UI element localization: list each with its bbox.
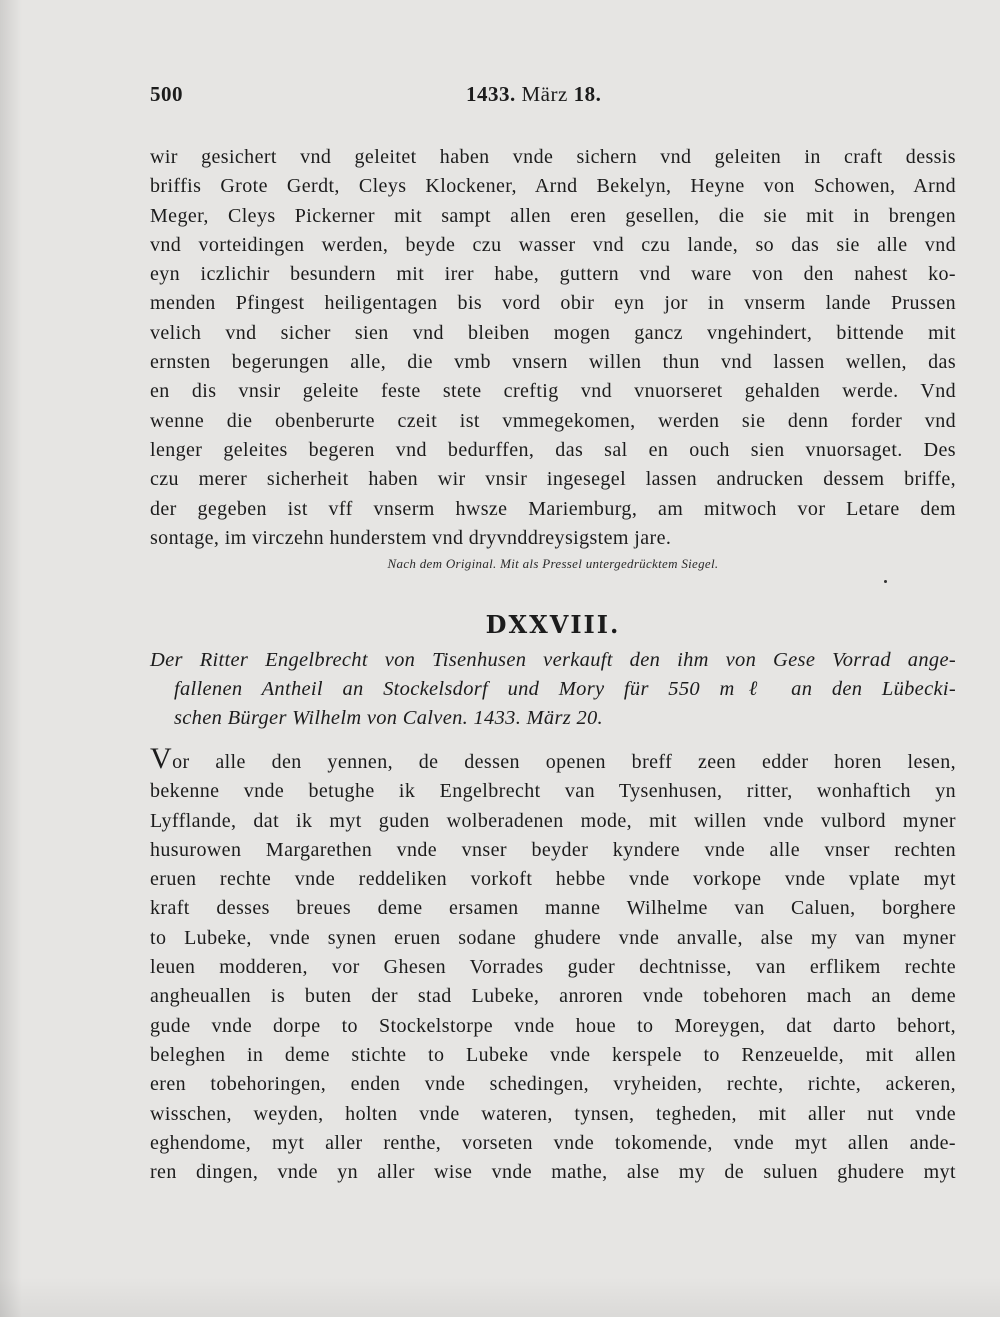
summary-line: schen Bürger Wilhelm von Calven. 1433. März 20.	[174, 707, 603, 729]
text-line: menden Pfingest heiligentagen bis vord obir eyn jor in vnserm lande Prussen	[150, 292, 956, 315]
text-line: bekenne vnde betughe ik Engelbrecht van Tysenhusen, ritter, wonhaftich yn	[150, 780, 956, 803]
text-line: ernsten begerungen alle, die vmb vnsern willen thun vnd lassen wellen, das	[150, 351, 956, 374]
text-line: en dis vnsir geleite feste stete creftig vnd vnuorseret gehalden werde. Vnd	[150, 380, 956, 403]
first-line-text: or alle den yennen, de dessen openen breff zeen edder horen lesen,	[172, 751, 956, 773]
text-line: lenger geleites begeren vnd bedurffen, das sal en ouch sien vnuorsaget. Des	[150, 438, 956, 461]
initial-letter: V	[150, 748, 173, 775]
text-line: kraft desses breues deme ersamen manne Wilhelme van Caluen, borghere	[150, 897, 956, 920]
margin-mark	[884, 580, 887, 583]
running-header	[150, 82, 960, 112]
document-number: DXXVIII.	[485, 610, 621, 639]
text-line: wenne die obenberurte czeit ist vmmegekomen, werden sie denn forder vnd	[150, 409, 956, 432]
text-line: gude vnde dorpe to Stockelstorpe vnde houe to Moreygen, dat darto behort,	[150, 1014, 956, 1037]
document-body	[150, 748, 956, 1187]
text-line: Lyfflande, dat ik myt guden wolberadenen mode, mit willen vnde vulbord myner	[150, 809, 956, 832]
text-line: der gegeben ist vff vnserm hwsze Mariemburg, am mitwoch vor Letare dem	[150, 497, 956, 520]
text-line: ren dingen, vnde yn aller wise vnde mathe, alse my de suluen ghudere myt	[150, 1161, 956, 1184]
text-line: vnd vorteidingen werden, beyde czu wasser vnd czu lande, so das sie alle vnd	[150, 233, 956, 256]
page-number: 500	[150, 82, 183, 106]
text-line: eren tobehoringen, enden vnde schedingen, vryheiden, rechte, richte, ackeren,	[150, 1073, 956, 1096]
text-line: beleghen in deme stichte to Lubeke vnde kerspele to Renzeuelde, mit allen	[150, 1043, 956, 1066]
text-line: angheuallen is buten der stad Lubeke, anroren vnde tobehoren mach an deme	[150, 985, 956, 1008]
text-line: to Lubeke, vnde synen eruen sodane ghudere vnde anvalle, alse my van myner	[150, 926, 956, 949]
text-line: velich vnd sicher sien vnd bleiben mogen gancz vngehindert, bittende mit	[150, 321, 956, 344]
text-line: husurowen Margarethen vnde vnser beyder kyndere vnde alle vnser rechten	[150, 838, 956, 861]
letter-one-body	[150, 143, 956, 553]
running-date	[466, 82, 601, 107]
text-line: eruen rechte vnde reddeliken vorkoft hebbe vnde vorkope vnde vplate myt	[150, 868, 956, 891]
source-note: Nach dem Original. Mit als Pressel untergedrücktem Siegel.	[387, 556, 719, 571]
text-line: eyn iczlichir besundern mit irer habe, guttern vnd ware von den nahest ko-	[150, 263, 956, 286]
text-line: eghendome, myt aller renthe, vorseten vnde tokomende, vnde myt allen ande-	[150, 1131, 956, 1154]
header-year: 1433.	[466, 82, 516, 106]
text-line-first	[150, 748, 956, 777]
text-line: wir gesichert vnd geleitet haben vnde sichern vnd geleiten in craft dessis	[150, 146, 956, 168]
text-line: leuen modderen, vor Ghesen Vorrades guder dechtnisse, van erflikem rechte	[150, 956, 956, 979]
summary-line: fallenen Antheil an Stockelsdorf und Mory für 550 mℓ an den Lübecki-	[174, 678, 956, 700]
text-line: briffis Grote Gerdt, Cleys Klockener, Arnd Bekelyn, Heyne von Schowen, Arnd	[150, 175, 956, 198]
document-summary	[150, 646, 956, 733]
text-line: sontage, im virczehn hunderstem vnd dryvnddreysigstem jare.	[150, 526, 672, 549]
header-day: 18.	[573, 82, 602, 106]
text-line: wisschen, weyden, holten vnde wateren, tynsen, tegheden, mit aller nut vnde	[150, 1102, 956, 1125]
text-line: Meger, Cleys Pickerner mit sampt allen eren gesellen, die sie mit in brengen	[150, 204, 956, 227]
summary-line: Der Ritter Engelbrecht von Tisenhusen verkauft den ihm von Gese Vorrad ange-	[150, 649, 956, 671]
text-line: czu merer sicherheit haben wir vnsir ingesegel lassen andrucken dessem briffe,	[150, 468, 956, 491]
header-month: März	[521, 82, 568, 106]
